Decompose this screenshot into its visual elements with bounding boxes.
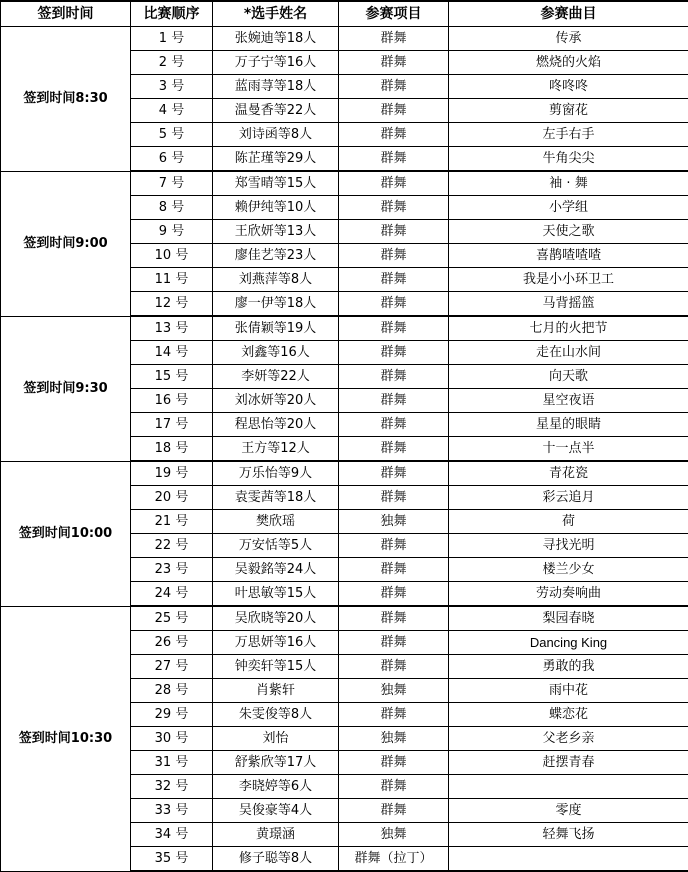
- song-cell[interactable]: [449, 847, 688, 872]
- song-cell[interactable]: [449, 775, 688, 799]
- order-cell[interactable]: 4 号: [131, 99, 213, 123]
- song-cell[interactable]: 父老乡亲: [449, 727, 688, 751]
- order-cell[interactable]: 24 号: [131, 582, 213, 607]
- header-row: [1, 1, 688, 27]
- song-cell[interactable]: 星空夜语: [449, 389, 688, 413]
- order-cell[interactable]: 5 号: [131, 123, 213, 147]
- event-cell[interactable]: 群舞: [339, 606, 449, 631]
- contestant-name-cell[interactable]: 陈芷瑾等29人: [213, 147, 339, 172]
- table-row: [1, 316, 688, 341]
- contestant-name-cell[interactable]: 郑雪晴等15人: [213, 171, 339, 196]
- contestant-name-cell[interactable]: 刘冰妍等20人: [213, 389, 339, 413]
- event-cell[interactable]: 群舞: [339, 99, 449, 123]
- order-cell[interactable]: 1 号: [131, 27, 213, 51]
- song-cell[interactable]: 星星的眼睛: [449, 413, 688, 437]
- event-cell[interactable]: 群舞: [339, 341, 449, 365]
- event-cell[interactable]: 群舞: [339, 123, 449, 147]
- checkin-time-cell[interactable]: 签到时间10:30: [1, 606, 131, 871]
- song-cell[interactable]: 十一点半: [449, 437, 688, 462]
- contestant-name-cell[interactable]: 朱雯俊等8人: [213, 703, 339, 727]
- event-cell[interactable]: 群舞: [339, 534, 449, 558]
- contestant-name-cell[interactable]: 刘鑫等16人: [213, 341, 339, 365]
- contestant-name-cell[interactable]: 袁雯茜等18人: [213, 486, 339, 510]
- event-cell[interactable]: 群舞: [339, 147, 449, 172]
- order-cell[interactable]: 30 号: [131, 727, 213, 751]
- song-cell[interactable]: 荷: [449, 510, 688, 534]
- order-cell[interactable]: 8 号: [131, 196, 213, 220]
- song-cell[interactable]: Dancing King: [449, 631, 688, 655]
- song-cell[interactable]: 雨中花: [449, 679, 688, 703]
- song-cell[interactable]: 寻找光明: [449, 534, 688, 558]
- contestant-name-cell[interactable]: 李晓婷等6人: [213, 775, 339, 799]
- contestant-name-cell[interactable]: 修子聪等8人: [213, 847, 339, 872]
- song-cell[interactable]: 天使之歌: [449, 220, 688, 244]
- contestant-name-cell[interactable]: 万安恬等5人: [213, 534, 339, 558]
- event-cell[interactable]: 群舞: [339, 775, 449, 799]
- header-song[interactable]: 参赛曲目: [449, 1, 688, 27]
- contestant-name-cell[interactable]: 刘诗函等8人: [213, 123, 339, 147]
- contestant-name-cell[interactable]: 张婉迪等18人: [213, 27, 339, 51]
- song-cell[interactable]: 传承: [449, 27, 688, 51]
- contestant-name-cell[interactable]: 刘燕萍等8人: [213, 268, 339, 292]
- order-cell[interactable]: 35 号: [131, 847, 213, 872]
- song-cell[interactable]: 梨园春晓: [449, 606, 688, 631]
- song-cell[interactable]: 楼兰少女: [449, 558, 688, 582]
- header-order[interactable]: 比赛顺序: [131, 1, 213, 27]
- song-cell[interactable]: 劳动奏响曲: [449, 582, 688, 607]
- song-cell[interactable]: 彩云追月: [449, 486, 688, 510]
- checkin-time-cell[interactable]: 签到时间9:00: [1, 171, 131, 316]
- event-cell[interactable]: 群舞: [339, 292, 449, 317]
- contestant-name-cell[interactable]: 张倩颖等19人: [213, 316, 339, 341]
- table-row: [1, 606, 688, 631]
- song-cell[interactable]: 勇敢的我: [449, 655, 688, 679]
- contestant-name-cell[interactable]: 樊欣瑶: [213, 510, 339, 534]
- song-cell[interactable]: 向天歌: [449, 365, 688, 389]
- order-cell[interactable]: 34 号: [131, 823, 213, 847]
- song-cell[interactable]: 七月的火把节: [449, 316, 688, 341]
- event-cell[interactable]: 群舞（拉丁）: [339, 847, 449, 872]
- event-cell[interactable]: 群舞: [339, 268, 449, 292]
- event-cell[interactable]: 独舞: [339, 679, 449, 703]
- order-cell[interactable]: 26 号: [131, 631, 213, 655]
- order-cell[interactable]: 32 号: [131, 775, 213, 799]
- checkin-time-cell[interactable]: 签到时间10:00: [1, 461, 131, 606]
- event-cell[interactable]: 群舞: [339, 75, 449, 99]
- event-cell[interactable]: 群舞: [339, 196, 449, 220]
- order-cell[interactable]: 9 号: [131, 220, 213, 244]
- event-cell[interactable]: 群舞: [339, 582, 449, 607]
- contestant-name-cell[interactable]: 吴欣晓等20人: [213, 606, 339, 631]
- table-row: [1, 171, 688, 196]
- contestant-name-cell[interactable]: 蓝雨荨等18人: [213, 75, 339, 99]
- schedule-body: [1, 27, 688, 872]
- contestant-name-cell[interactable]: 廖一伊等18人: [213, 292, 339, 317]
- event-cell[interactable]: 群舞: [339, 703, 449, 727]
- contestant-name-cell[interactable]: 赖伊纯等10人: [213, 196, 339, 220]
- header-checkin-time[interactable]: 签到时间: [1, 1, 131, 27]
- event-cell[interactable]: 群舞: [339, 389, 449, 413]
- contestant-name-cell[interactable]: 万思妍等16人: [213, 631, 339, 655]
- song-cell[interactable]: 零度: [449, 799, 688, 823]
- song-cell[interactable]: 咚咚咚: [449, 75, 688, 99]
- contestant-name-cell[interactable]: 舒紫欣等17人: [213, 751, 339, 775]
- song-cell[interactable]: 小学组: [449, 196, 688, 220]
- contestant-name-cell[interactable]: 李妍等22人: [213, 365, 339, 389]
- song-cell[interactable]: 左手右手: [449, 123, 688, 147]
- order-cell[interactable]: 33 号: [131, 799, 213, 823]
- song-cell[interactable]: 我是小小环卫工: [449, 268, 688, 292]
- contestant-name-cell[interactable]: 刘怡: [213, 727, 339, 751]
- order-cell[interactable]: 13 号: [131, 316, 213, 341]
- event-cell[interactable]: 群舞: [339, 51, 449, 75]
- event-cell[interactable]: 独舞: [339, 510, 449, 534]
- event-cell[interactable]: 群舞: [339, 316, 449, 341]
- order-cell[interactable]: 22 号: [131, 534, 213, 558]
- contestant-name-cell[interactable]: 叶思敏等15人: [213, 582, 339, 607]
- event-cell[interactable]: 群舞: [339, 751, 449, 775]
- checkin-time-cell[interactable]: 签到时间9:30: [1, 316, 131, 461]
- song-cell[interactable]: 喜鹊喳喳喳: [449, 244, 688, 268]
- song-cell[interactable]: 袖 · 舞: [449, 171, 688, 196]
- order-cell[interactable]: 20 号: [131, 486, 213, 510]
- event-cell[interactable]: 群舞: [339, 171, 449, 196]
- contestant-name-cell[interactable]: 黄璟涵: [213, 823, 339, 847]
- table-row: [1, 461, 688, 486]
- order-cell[interactable]: 12 号: [131, 292, 213, 317]
- event-cell[interactable]: 群舞: [339, 244, 449, 268]
- contestant-name-cell[interactable]: 万乐怡等9人: [213, 461, 339, 486]
- order-cell[interactable]: 21 号: [131, 510, 213, 534]
- order-cell[interactable]: 27 号: [131, 655, 213, 679]
- order-cell[interactable]: 15 号: [131, 365, 213, 389]
- event-cell[interactable]: 群舞: [339, 413, 449, 437]
- order-cell[interactable]: 2 号: [131, 51, 213, 75]
- song-cell[interactable]: 赶摆青春: [449, 751, 688, 775]
- song-cell[interactable]: 马背摇篮: [449, 292, 688, 317]
- checkin-time-cell[interactable]: 签到时间8:30: [1, 27, 131, 172]
- song-cell[interactable]: 青花瓷: [449, 461, 688, 486]
- event-cell[interactable]: 群舞: [339, 799, 449, 823]
- event-cell[interactable]: 群舞: [339, 558, 449, 582]
- song-cell[interactable]: 燃烧的火焰: [449, 51, 688, 75]
- order-cell[interactable]: 29 号: [131, 703, 213, 727]
- contestant-name-cell[interactable]: 吴俊豪等4人: [213, 799, 339, 823]
- contestant-name-cell[interactable]: 王欣妍等13人: [213, 220, 339, 244]
- order-cell[interactable]: 11 号: [131, 268, 213, 292]
- order-cell[interactable]: 16 号: [131, 389, 213, 413]
- order-cell[interactable]: 14 号: [131, 341, 213, 365]
- order-cell[interactable]: 10 号: [131, 244, 213, 268]
- order-cell[interactable]: 18 号: [131, 437, 213, 462]
- event-cell[interactable]: 群舞: [339, 220, 449, 244]
- song-cell[interactable]: 牛角尖尖: [449, 147, 688, 172]
- order-cell[interactable]: 6 号: [131, 147, 213, 172]
- song-cell[interactable]: 剪窗花: [449, 99, 688, 123]
- song-cell[interactable]: 走在山水间: [449, 341, 688, 365]
- contestant-name-cell[interactable]: 程思怡等20人: [213, 413, 339, 437]
- event-cell[interactable]: 群舞: [339, 655, 449, 679]
- order-cell[interactable]: 28 号: [131, 679, 213, 703]
- header-event[interactable]: 参赛项目: [339, 1, 449, 27]
- event-cell[interactable]: 群舞: [339, 365, 449, 389]
- contestant-name-cell[interactable]: 万子宁等16人: [213, 51, 339, 75]
- order-cell[interactable]: 7 号: [131, 171, 213, 196]
- event-cell[interactable]: 群舞: [339, 27, 449, 51]
- contestant-name-cell[interactable]: 钟奕轩等15人: [213, 655, 339, 679]
- event-cell[interactable]: 独舞: [339, 823, 449, 847]
- contestant-name-cell[interactable]: 廖佳艺等23人: [213, 244, 339, 268]
- song-cell[interactable]: 蝶恋花: [449, 703, 688, 727]
- event-cell[interactable]: 群舞: [339, 461, 449, 486]
- song-cell[interactable]: 轻舞飞扬: [449, 823, 688, 847]
- event-cell[interactable]: 群舞: [339, 631, 449, 655]
- table-row: [1, 27, 688, 51]
- contestant-name-cell[interactable]: 吴毅銘等24人: [213, 558, 339, 582]
- event-cell[interactable]: 群舞: [339, 486, 449, 510]
- order-cell[interactable]: 31 号: [131, 751, 213, 775]
- event-cell[interactable]: 群舞: [339, 437, 449, 462]
- contestant-name-cell[interactable]: 王方等12人: [213, 437, 339, 462]
- order-cell[interactable]: 19 号: [131, 461, 213, 486]
- contestant-name-cell[interactable]: 肖紫轩: [213, 679, 339, 703]
- order-cell[interactable]: 17 号: [131, 413, 213, 437]
- event-cell[interactable]: 独舞: [339, 727, 449, 751]
- order-cell[interactable]: 3 号: [131, 75, 213, 99]
- order-cell[interactable]: 23 号: [131, 558, 213, 582]
- contestant-name-cell[interactable]: 温曼香等22人: [213, 99, 339, 123]
- header-contestant-name[interactable]: *选手姓名: [213, 1, 339, 27]
- order-cell[interactable]: 25 号: [131, 606, 213, 631]
